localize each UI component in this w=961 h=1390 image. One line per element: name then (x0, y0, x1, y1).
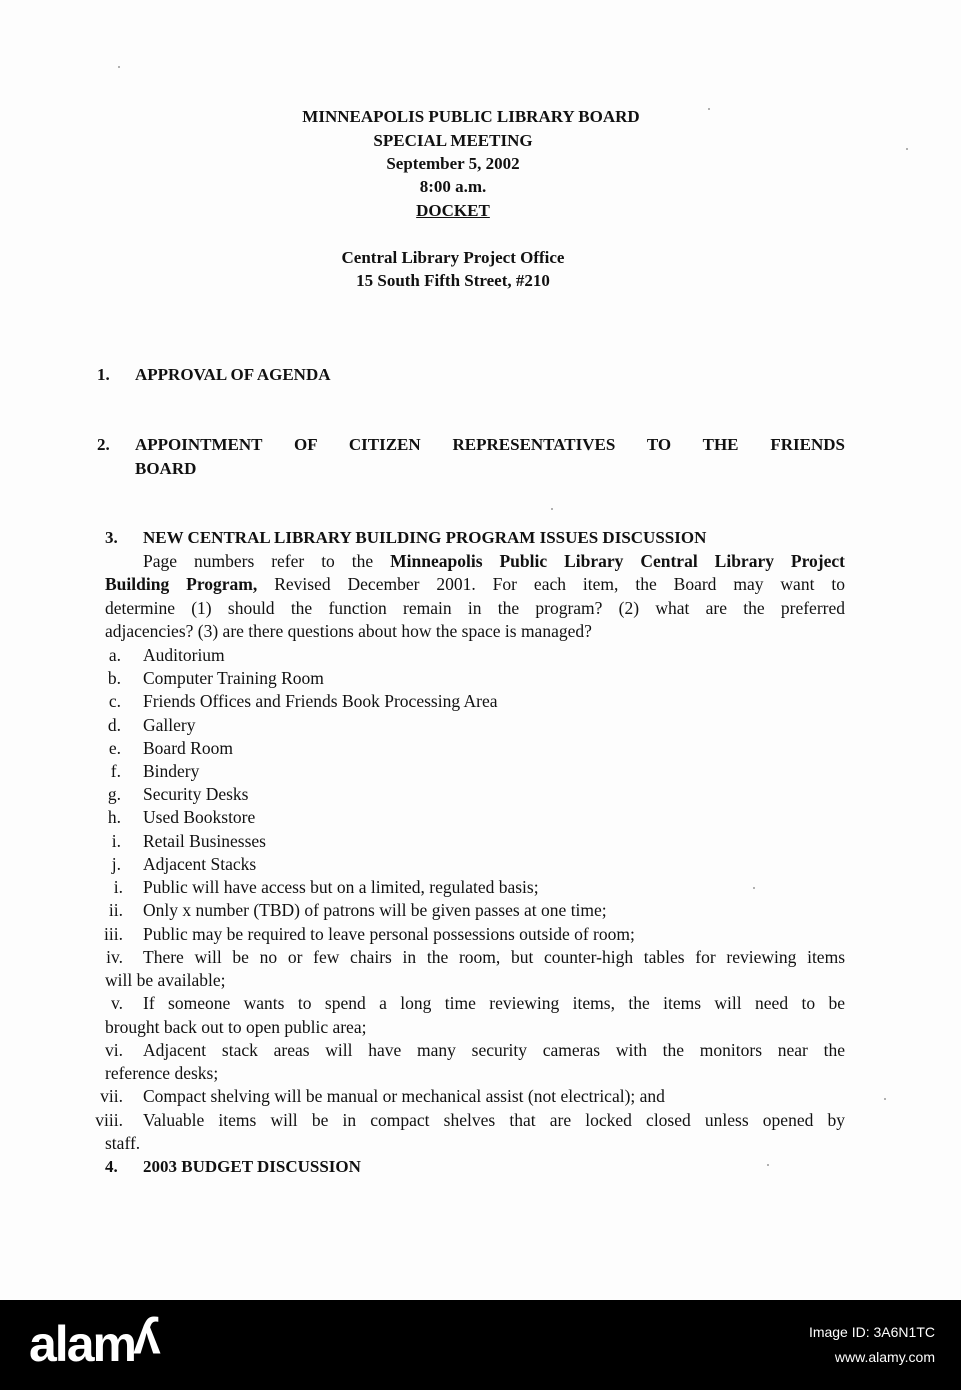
intro-line-2: Building Program, Revised December 2001. For each item, the Board may want to (105, 574, 845, 594)
roman-item-continued: brought back out to open public area; (105, 1017, 367, 1037)
scan-speck (767, 1164, 769, 1166)
letter-mark: e. (108, 738, 121, 758)
item-2-title-line1: APPOINTMENT OF CITIZEN REPRESENTATIVES TO THE FRIENDS (135, 435, 845, 454)
letter-mark: h. (107, 807, 121, 827)
item-1-title: APPROVAL OF AGENDA (135, 365, 331, 384)
letter-mark: f. (110, 761, 121, 781)
item-2-number: 2. (97, 435, 110, 454)
letter-item: Used Bookstore (143, 807, 256, 827)
roman-mark: ii. (108, 900, 123, 920)
header-date: September 5, 2002 (386, 154, 520, 173)
roman-mark: i. (113, 877, 123, 897)
intro-line-3: determine (1) should the function remain in the program? (2) what are the preferred (105, 598, 845, 618)
alamy-logo: alamy (29, 1316, 161, 1372)
location-office: Central Library Project Office (341, 248, 565, 267)
letter-item: Friends Offices and Friends Book Processing Area (143, 691, 498, 711)
letter-item: Retail Businesses (143, 831, 266, 851)
letter-mark: d. (107, 715, 121, 735)
scan-speck (551, 508, 553, 510)
roman-item: Public may be required to leave personal possessions outside of room; (143, 924, 635, 944)
roman-item: There will be no or few chairs in the room, but counter-high tables for reviewing items (143, 947, 845, 967)
roman-item: Valuable items will be in compact shelves that are locked closed unless opened by (143, 1110, 845, 1130)
letter-item: Board Room (143, 738, 233, 758)
letter-item: Security Desks (143, 784, 249, 804)
roman-item: If someone wants to spend a long time reviewing items, the items will need to be (143, 993, 845, 1013)
letter-mark: a. (108, 645, 121, 665)
roman-mark: iii. (104, 924, 123, 944)
location-address: 15 South Fifth Street, #210 (356, 271, 550, 290)
roman-item-continued: will be available; (105, 970, 226, 990)
roman-mark: v. (111, 993, 123, 1013)
roman-item: Adjacent stack areas will have many security cameras with the monitors near the (143, 1040, 845, 1060)
scan-speck (906, 148, 908, 150)
intro-line-1: Page numbers refer to the Minneapolis Public Library Central Library Project (143, 551, 846, 571)
header-board-name: MINNEAPOLIS PUBLIC LIBRARY BOARD (302, 107, 640, 126)
scan-speck (118, 66, 120, 68)
site-url-label: www.alamy.com (834, 1349, 935, 1365)
letter-item: Gallery (143, 715, 196, 735)
item-1-number: 1. (97, 365, 110, 384)
roman-item-continued: reference desks; (105, 1063, 219, 1083)
intro-line-4: adjacencies? (3) are there questions about how the space is managed? (105, 621, 592, 641)
scan-speck (753, 887, 755, 889)
roman-item: Compact shelving will be manual or mechanical assist (not electrical); and (143, 1086, 665, 1106)
image-id-label: Image ID: 3A6N1TC (808, 1324, 935, 1340)
letter-mark: j. (111, 854, 121, 874)
letter-mark: g. (107, 784, 121, 804)
header-time: 8:00 a.m. (419, 177, 487, 196)
letter-item: Computer Training Room (143, 668, 324, 688)
letter-item: Bindery (143, 761, 200, 781)
item-2-title-line2: BOARD (135, 459, 197, 478)
item-3-title: NEW CENTRAL LIBRARY BUILDING PROGRAM ISSUES DISCUSSION (143, 528, 707, 547)
roman-item: Only x number (TBD) of patrons will be given passes at one time; (143, 900, 607, 920)
header-meeting-type: SPECIAL MEETING (373, 131, 533, 150)
item-4-title: 2003 BUDGET DISCUSSION (143, 1157, 361, 1176)
watermark-footer (0, 1300, 961, 1390)
letter-mark: c. (108, 691, 121, 711)
roman-mark: viii. (95, 1110, 123, 1130)
header-docket-title: DOCKET (416, 201, 490, 220)
roman-mark: iv. (106, 947, 123, 967)
roman-item-continued: staff. (105, 1133, 141, 1153)
letter-item: Auditorium (143, 645, 225, 665)
letter-mark: b. (107, 668, 121, 688)
scan-speck (884, 1098, 886, 1100)
roman-mark: vii. (100, 1086, 123, 1106)
roman-item: Public will have access but on a limited, regulated basis; (143, 877, 539, 897)
roman-mark: vi. (105, 1040, 123, 1060)
scan-speck (708, 108, 710, 110)
letter-mark: i. (111, 831, 121, 851)
item-3-number: 3. (105, 528, 118, 547)
item-4-number: 4. (105, 1157, 118, 1176)
letter-item: Adjacent Stacks (143, 854, 257, 874)
